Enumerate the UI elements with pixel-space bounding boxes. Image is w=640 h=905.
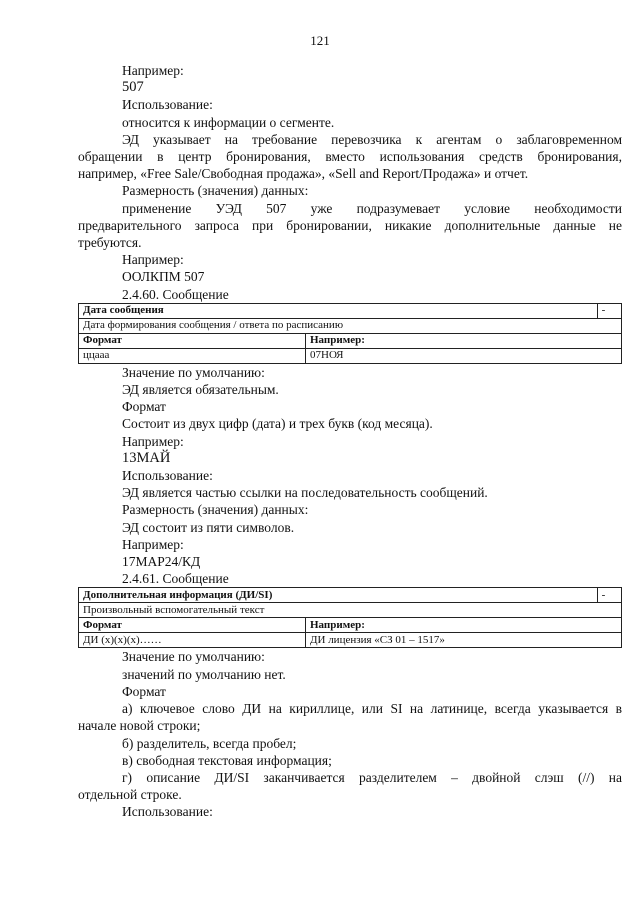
dimension-line: применение УЭД 507 уже подразумевает условие необходимости [122,200,622,216]
page-number: 121 [310,33,330,48]
paragraph-line: например, «Free Sale/Свободная продажа», «Sell and Report/Продажа» и отчет. [78,166,529,182]
example-value: 17МАР24/КД [122,554,201,570]
element-name: Дата сообщения [79,303,598,318]
spec-table-message-date [78,303,622,364]
usage-label: Использование: [122,97,213,113]
list-item-a-cont: начале новой строки; [78,718,201,734]
usage-label: Использование: [122,468,213,484]
usage-text: ЭД является частью ссылки на последовательность сообщений. [122,485,488,501]
list-item-b: б) разделитель, всегда пробел; [122,735,297,751]
section-title: 2.4.61. Сообщение [122,571,229,587]
example-value: 507 [122,79,144,96]
usage-text: относится к информации о сегменте. [122,114,335,130]
format-header: Формат [79,333,306,348]
default-text: ЭД является обязательным. [122,382,279,398]
dimension-text: ЭД состоит из пяти символов. [122,519,295,535]
dimension-line: предварительного запроса при бронировании, никакие дополнительные данные не [78,217,622,233]
example-header: Например: [306,618,622,633]
example-value: 13МАЙ [122,449,171,466]
format-header: Формат [79,618,306,633]
element-name: Дополнительная информация (ДИ/SI) [79,588,598,603]
list-item-a: а) ключевое слово ДИ на кириллице, или SI на латинице, всегда указывается в [122,701,622,717]
format-label: Формат [122,683,166,699]
list-item-d-cont: отдельной строке. [78,787,182,803]
example-label: Например: [122,433,184,449]
usage-label: Использование: [122,804,213,820]
default-label: Значение по умолчанию: [122,649,265,665]
dimension-label: Размерность (значения) данных: [122,502,309,518]
dimension-line: требуются. [78,235,142,251]
default-text: значений по умолчанию нет. [122,666,286,682]
section-title: 2.4.60. Сообщение [122,286,229,302]
element-dash: - [597,588,621,603]
example-label: Например: [122,536,184,552]
format-label: Формат [122,399,166,415]
paragraph-line: ЭД указывает на требование перевозчика к агентам о заблаговременном [122,131,622,147]
format-value: ДИ (х)(х)(х)…… [79,633,306,648]
default-label: Значение по умолчанию: [122,364,265,380]
list-item-d: г) описание ДИ/SI заканчивается разделителем – двойной слэш (//) на [122,769,622,785]
example-label: Например: [122,63,184,78]
format-text: Состоит из двух цифр (дата) и трех букв (код месяца). [122,416,433,432]
example-label: Например: [122,252,184,268]
example-header: Например: [306,333,622,348]
paragraph-line: обращении в центр бронирования, вместо использования средств бронирования, [78,149,622,165]
spec-table-additional-info [78,587,622,648]
document-body [78,62,622,821]
element-dash: - [597,303,621,318]
example-cell: ДИ лицензия «СЗ 01 – 1517» [306,633,622,648]
element-description: Дата формирования сообщения / ответа по расписанию [79,318,622,333]
dimension-label: Размерность (значения) данных: [122,183,309,199]
format-value: ццааа [79,348,306,363]
example-cell: 07НОЯ [306,348,622,363]
element-description: Произвольный вспомогательный текст [79,603,622,618]
example-value: ООЛКПМ 507 [122,269,205,285]
list-item-c: в) свободная текстовая информация; [122,752,332,768]
